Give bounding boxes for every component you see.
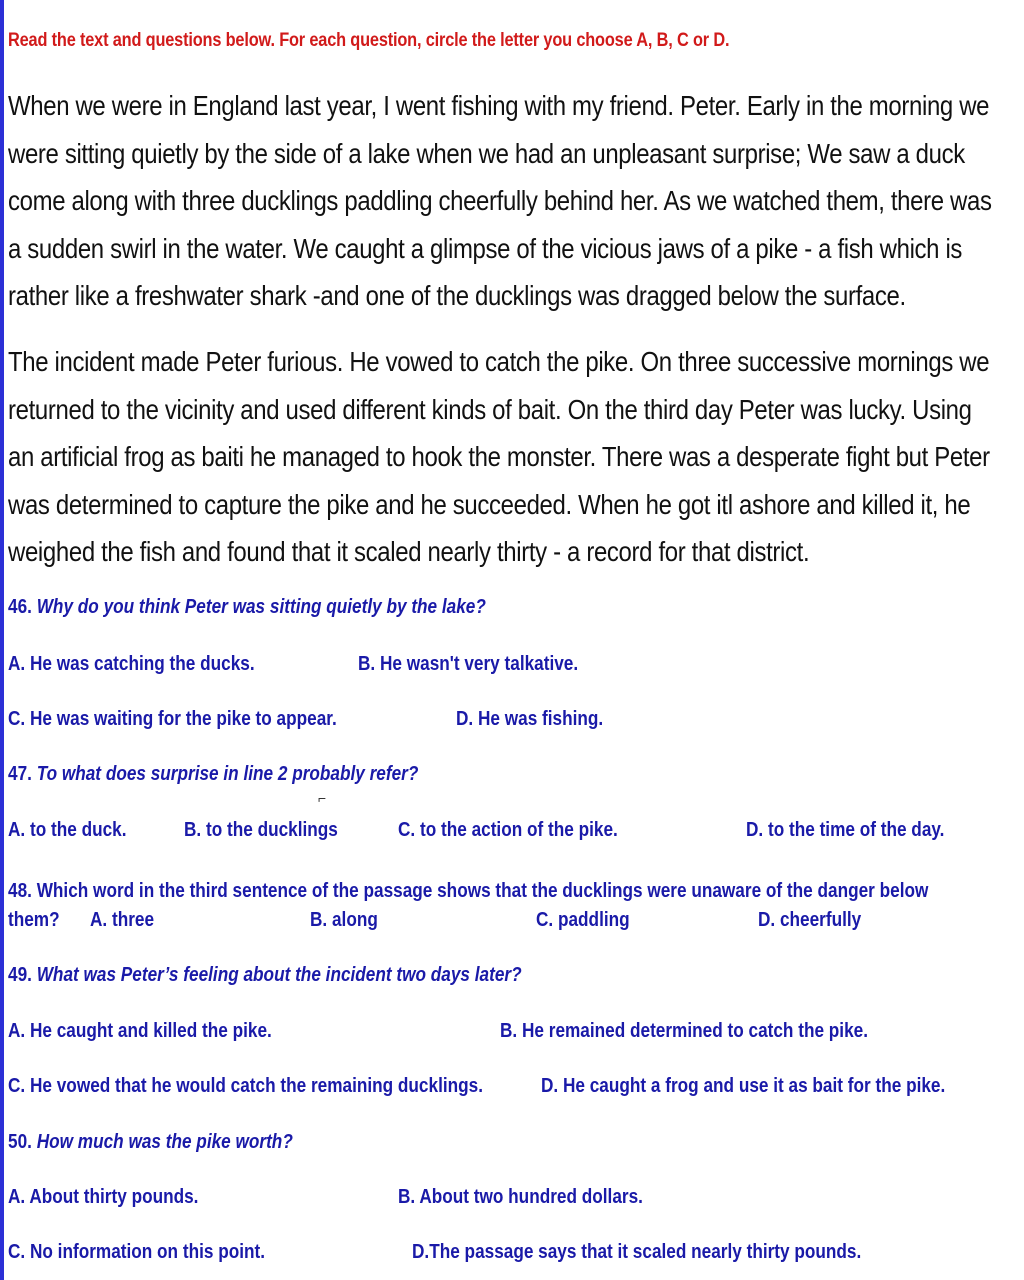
question-48-tail: them? — [8, 909, 60, 931]
question-text: To what does surprise in line 2 probably refer? — [36, 763, 419, 785]
question-number: 46. — [8, 596, 32, 618]
question-text: How much was the pike worth? — [36, 1131, 293, 1153]
text-cursor-icon: ⌐ — [318, 790, 327, 806]
question-47 — [8, 763, 418, 786]
q50-option-a[interactable]: A. About thirty pounds. — [8, 1186, 199, 1208]
question-text: What was Peter’s feeling about the incident two days later? — [36, 964, 522, 986]
question-49 — [8, 964, 522, 987]
q50-option-c[interactable]: C. No information on this point. — [8, 1241, 266, 1263]
q48-option-c[interactable]: C. paddling — [536, 909, 630, 931]
q46-option-d[interactable]: D. He was fishing. — [456, 708, 604, 730]
q46-option-a[interactable]: A. He was catching the ducks. — [8, 653, 255, 675]
question-number: 50. — [8, 1131, 32, 1153]
question-number: 49. — [8, 964, 32, 986]
q47-option-c[interactable]: C. to the action of the pike. — [398, 819, 618, 841]
q50-option-b[interactable]: B. About two hundred dollars. — [398, 1186, 643, 1208]
passage-paragraph-1: When we were in England last year, I went fishing with my friend. Peter. Early in the morning we were sitting quietly by the side of a lake when we had an unpleasant surprise; We saw a duck come along with three ducklings paddling cheerfully behind her. As we watched them, there was a sudden swirl in the water. We caught a glimpse of the vicious jaws of a pike - a fish which is rather like a freshwater shark -and one of the ducklings was dragged below the surface. — [8, 90, 992, 311]
question-48 — [8, 873, 1006, 909]
q49-option-b[interactable]: B. He remained determined to catch the pike. — [500, 1020, 868, 1042]
question-text: 48. Which word in the third sentence of the passage shows that the ducklings were unaware of the danger below — [8, 880, 929, 902]
worksheet-page — [8, 0, 1018, 1280]
q48-option-d[interactable]: D. cheerfully — [758, 909, 862, 931]
question-text: Why do you think Peter was sitting quietly by the lake? — [36, 596, 486, 618]
q47-option-b[interactable]: B. to the ducklings — [184, 819, 338, 841]
q48-option-b[interactable]: B. along — [310, 909, 378, 931]
q46-option-b[interactable]: B. He wasn't very talkative. — [358, 653, 579, 675]
q50-option-d[interactable]: D.The passage says that it scaled nearly thirty pounds. — [412, 1241, 862, 1263]
q49-option-a[interactable]: A. He caught and killed the pike. — [8, 1020, 272, 1042]
q46-option-c[interactable]: C. He was waiting for the pike to appear. — [8, 708, 337, 730]
question-46 — [8, 596, 486, 619]
q47-option-a[interactable]: A. to the duck. — [8, 819, 127, 841]
instruction-text: Read the text and questions below. For each question, circle the letter you choose A, B, C or D. — [8, 30, 730, 51]
q49-option-c[interactable]: C. He vowed that he would catch the remaining ducklings. — [8, 1075, 483, 1097]
question-50 — [8, 1131, 293, 1154]
q48-option-a[interactable]: A. three — [90, 909, 155, 931]
left-margin-rule — [0, 0, 4, 1280]
passage-paragraph-2: The incident made Peter furious. He vowed to catch the pike. On three successive mornings we returned to the vicinity and used different kinds of bait. On the third day Peter was lucky. Using an artificial frog as baiti he managed to hook the monster. There was a desperate fight but Peter was determined to capture the pike and he succeeded. When he got itl ashore and killed it, he weighed the fish and found that it scaled nearly thirty - a record for that district. — [8, 346, 990, 567]
q49-option-d[interactable]: D. He caught a frog and use it as bait for the pike. — [541, 1075, 946, 1097]
q47-option-d[interactable]: D. to the time of the day. — [746, 819, 945, 841]
question-number: 47. — [8, 763, 32, 785]
